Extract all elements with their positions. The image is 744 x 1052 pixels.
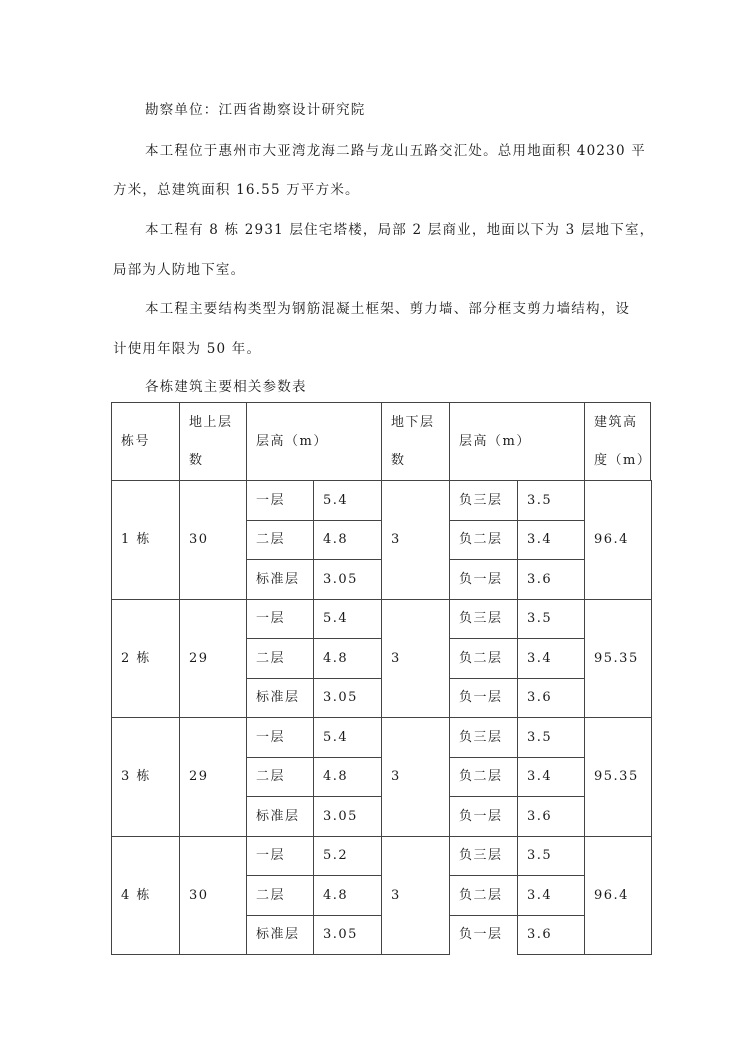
total-height-cell: 95.35 (584, 717, 652, 837)
above-floor-height-cell: 3.05 (313, 796, 382, 837)
above-floor-name-cell: 二层 (246, 875, 314, 916)
project-scope-line: 本工程有 8 栋 2931 层住宅塔楼，局部 2 层商业，地面以下为 3 层地下室， (145, 222, 655, 238)
below-floor-height-cell: 3.4 (517, 520, 585, 561)
above-floors-cell: 30 (179, 480, 247, 600)
total-height-cell: 96.4 (584, 836, 652, 956)
above-floors-cell: 29 (179, 599, 247, 719)
header-below-floors: 地下层 数 (381, 402, 450, 481)
below-floor-name-cell: 负二层 (449, 638, 518, 679)
below-floor-name-cell: 负二层 (449, 757, 518, 798)
building-parameters-table (111, 402, 651, 956)
below-floor-height-cell: 3.6 (517, 559, 585, 600)
below-floor-name-cell: 负三层 (449, 599, 518, 640)
header-total-height: 建筑高 度（m） (584, 402, 651, 481)
header-building: 栋号 (111, 402, 180, 481)
below-floor-height-cell: 3.4 (517, 875, 585, 916)
above-floor-name-cell: 标准层 (246, 559, 314, 600)
above-floors-cell: 30 (179, 836, 247, 956)
above-floor-name-cell: 一层 (246, 717, 314, 758)
above-floor-height-cell: 3.05 (313, 559, 382, 600)
below-floor-height-cell: 3.5 (517, 717, 585, 758)
above-floor-height-cell: 4.8 (313, 520, 382, 561)
project-location-line: 本工程位于惠州市大亚湾龙海二路与龙山五路交汇处。总用地面积 40230 平 (145, 143, 646, 159)
below-floors-cell: 3 (381, 480, 450, 600)
above-floor-name-cell: 二层 (246, 757, 314, 798)
above-floor-height-cell: 5.4 (313, 480, 382, 521)
below-floors-cell: 3 (381, 836, 450, 956)
above-floor-height-cell: 4.8 (313, 875, 382, 916)
above-floor-height-cell: 4.8 (313, 638, 382, 679)
structure-type-line-cont: 计使用年限为 50 年。 (113, 341, 262, 357)
above-floor-height-cell: 5.4 (313, 599, 382, 640)
building-cell: 1 栋 (111, 480, 180, 600)
above-floor-name-cell: 一层 (246, 836, 314, 877)
building-cell: 4 栋 (111, 836, 180, 956)
below-floor-name-cell: 负三层 (449, 836, 518, 877)
total-height-cell: 96.4 (584, 480, 652, 600)
above-floor-name-cell: 标准层 (246, 796, 314, 837)
structure-type-line: 本工程主要结构类型为钢筋混凝土框架、剪力墙、部分框支剪力墙结构，设 (145, 301, 631, 317)
below-floor-name-cell: 负一层 (449, 559, 518, 600)
header-below-heights: 层高（m） (449, 402, 585, 481)
below-floor-height-cell: 3.4 (517, 757, 585, 798)
above-floor-name-cell: 标准层 (246, 678, 314, 719)
above-floor-name-cell: 一层 (246, 480, 314, 521)
below-floor-height-cell: 3.4 (517, 638, 585, 679)
above-floor-height-cell: 5.4 (313, 717, 382, 758)
header-above-floors: 地上层 数 (179, 402, 247, 481)
table-title: 各栋建筑主要相关参数表 (145, 379, 307, 395)
above-floor-name-cell: 二层 (246, 520, 314, 561)
below-floor-name-cell: 负二层 (449, 875, 518, 916)
above-floor-name-cell: 标准层 (246, 915, 314, 956)
above-floor-name-cell: 二层 (246, 638, 314, 679)
above-floor-height-cell: 3.05 (313, 678, 382, 719)
above-floor-name-cell: 一层 (246, 599, 314, 640)
building-cell: 2 栋 (111, 599, 180, 719)
building-cell: 3 栋 (111, 717, 180, 837)
project-location-line-cont: 方米，总建筑面积 16.55 万平方米。 (113, 182, 360, 198)
below-floor-name-cell: 负三层 (449, 717, 518, 758)
below-floor-height-cell: 3.5 (517, 480, 585, 521)
below-floor-height-cell: 3.5 (517, 599, 585, 640)
below-floors-cell: 3 (381, 599, 450, 719)
above-floors-cell: 29 (179, 717, 247, 837)
above-floor-height-cell: 4.8 (313, 757, 382, 798)
below-floor-name-cell: 负一层 (449, 678, 518, 719)
project-scope-line-cont: 局部为人防地下室。 (113, 262, 246, 278)
below-floor-height-cell: 3.5 (517, 836, 585, 877)
below-floors-cell: 3 (381, 717, 450, 837)
below-floor-name-cell: 负一层 (449, 915, 518, 956)
header-above-heights: 层高（m） (246, 402, 382, 481)
below-floor-height-cell: 3.6 (517, 915, 585, 956)
survey-unit-line: 勘察单位：江西省勘察设计研究院 (145, 102, 366, 118)
below-floor-name-cell: 负三层 (449, 480, 518, 521)
below-floor-height-cell: 3.6 (517, 678, 585, 719)
above-floor-height-cell: 5.2 (313, 836, 382, 877)
above-floor-height-cell: 3.05 (313, 915, 382, 956)
below-floor-height-cell: 3.6 (517, 796, 585, 837)
total-height-cell: 95.35 (584, 599, 652, 719)
below-floor-name-cell: 负一层 (449, 796, 518, 837)
below-floor-name-cell: 负二层 (449, 520, 518, 561)
